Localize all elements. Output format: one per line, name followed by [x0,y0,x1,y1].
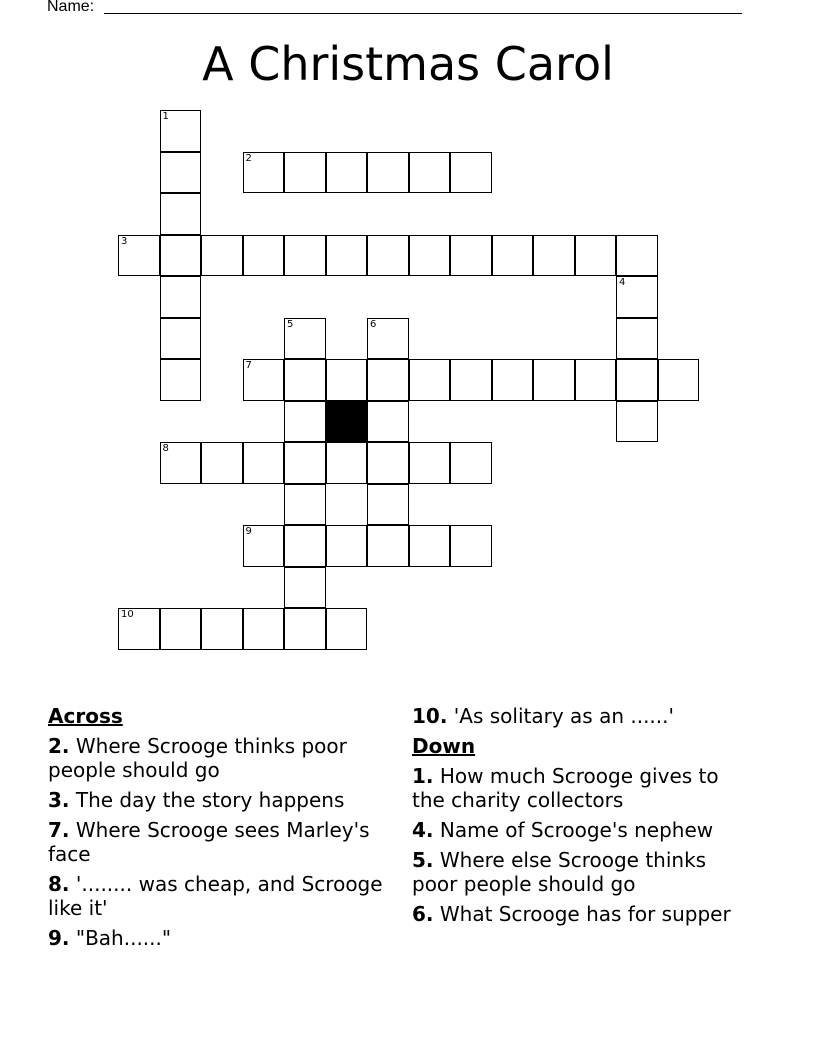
grid-cell[interactable] [284,567,326,609]
clue-across-2 [48,734,393,782]
grid-cell[interactable] [201,235,243,277]
clue-number: 4. [412,818,434,842]
grid-cell[interactable] [243,359,285,401]
clue-number-label: 7 [245,360,252,371]
grid-cell[interactable] [284,442,326,484]
clue-number: 10. [412,704,448,728]
grid-cell[interactable] [326,525,368,567]
clue-down-1 [412,764,757,812]
clue-text: Where Scrooge sees Marley's face [48,818,370,866]
grid-cell[interactable] [160,193,202,235]
clue-number-label: 9 [245,526,252,537]
grid-cell[interactable] [160,276,202,318]
clue-number: 3. [48,788,70,812]
clue-number-label: 3 [121,235,128,247]
grid-cell[interactable] [326,359,368,401]
clues-left-column [48,704,393,956]
grid-cell[interactable] [450,152,492,194]
clue-number-label: 10 [121,609,134,620]
down-heading: Down [412,734,476,758]
clue-text: "Bah......" [75,926,172,950]
grid-cell[interactable] [450,525,492,567]
grid-cell[interactable] [367,359,409,401]
grid-cell[interactable] [284,401,326,443]
clue-across-7 [48,818,393,866]
grid-cell[interactable] [409,235,451,277]
grid-cell[interactable] [409,152,451,194]
grid-cell[interactable] [616,318,658,360]
clue-text: Name of Scrooge's nephew [439,818,714,842]
grid-cell[interactable] [367,525,409,567]
clue-number: 2. [48,734,70,758]
clue-text: How much Scrooge gives to the charity collectors [412,764,719,812]
grid-cell[interactable] [658,359,700,401]
grid-cell[interactable] [533,359,575,401]
clue-down-4 [412,818,757,842]
black-cell [326,401,368,443]
clue-text: The day the story happens [75,788,345,812]
grid-cell[interactable] [201,608,243,650]
grid-cell[interactable] [450,235,492,277]
grid-cell[interactable] [616,401,658,443]
grid-cell[interactable] [118,608,160,650]
grid-cell[interactable] [243,525,285,567]
grid-cell[interactable] [284,608,326,650]
grid-cell[interactable] [243,442,285,484]
grid-cell[interactable] [367,235,409,277]
grid-cell[interactable] [492,235,534,277]
grid-cell[interactable] [450,442,492,484]
clue-number-label: 4 [619,277,626,288]
clue-number-label: 2 [245,152,252,164]
grid-cell[interactable] [160,318,202,360]
grid-cell[interactable] [367,401,409,443]
grid-cell[interactable] [326,235,368,277]
grid-cell[interactable] [409,525,451,567]
grid-cell[interactable] [201,442,243,484]
clue-text: What Scrooge has for supper [439,902,731,926]
name-label: Name: [47,0,95,15]
clue-number: 1. [412,764,434,788]
grid-cell[interactable] [409,359,451,401]
grid-cell[interactable] [492,359,534,401]
grid-cell[interactable] [160,235,202,277]
clue-text: Where else Scrooge thinks poor people should go [412,848,707,896]
clue-down-6 [412,902,757,926]
grid-cell[interactable] [367,484,409,526]
grid-cell[interactable] [533,235,575,277]
clue-text: 'As solitary as an ......' [453,704,675,728]
grid-cell[interactable] [326,442,368,484]
clue-number-label: 1 [162,111,169,122]
grid-cell[interactable] [160,359,202,401]
page-title: A Christmas Carol [202,37,614,91]
clue-down-5 [412,848,757,896]
grid-cell[interactable] [284,235,326,277]
grid-cell[interactable] [284,484,326,526]
grid-cell[interactable] [409,442,451,484]
clue-text: Where Scrooge thinks poor people should go [48,734,347,782]
grid-cell[interactable] [616,276,658,318]
grid-cell[interactable] [243,608,285,650]
grid-cell[interactable] [118,235,160,277]
clue-number: 6. [412,902,434,926]
clue-number: 7. [48,818,70,842]
grid-cell[interactable] [367,318,409,360]
grid-cell[interactable] [326,152,368,194]
grid-cell[interactable] [284,359,326,401]
grid-cell[interactable] [243,235,285,277]
grid-cell[interactable] [616,235,658,277]
clue-number: 8. [48,872,70,896]
grid-cell[interactable] [284,152,326,194]
grid-cell[interactable] [367,152,409,194]
clue-across-9 [48,926,393,950]
clue-across-3 [48,788,393,812]
across-heading: Across [48,704,123,728]
grid-cell[interactable] [367,442,409,484]
clue-across-10 [412,704,757,728]
grid-cell[interactable] [160,442,202,484]
clue-number-label: 6 [370,318,377,330]
grid-cell[interactable] [160,110,202,152]
clue-number: 9. [48,926,70,950]
grid-cell[interactable] [160,608,202,650]
clue-text: '........ was cheap, and Scrooge like it' [48,872,383,920]
clue-number-label: 8 [162,443,169,454]
clue-across-8 [48,872,393,920]
clue-number: 5. [412,848,434,872]
clue-number-label: 5 [287,318,294,330]
clues-right-column [412,704,757,932]
grid-cell[interactable] [326,608,368,650]
grid-cell[interactable] [616,359,658,401]
grid-cell[interactable] [160,152,202,194]
grid-cell[interactable] [284,525,326,567]
grid-cell[interactable] [575,359,617,401]
grid-cell[interactable] [243,152,285,194]
grid-cell[interactable] [575,235,617,277]
grid-cell[interactable] [450,359,492,401]
grid-cell[interactable] [284,318,326,360]
